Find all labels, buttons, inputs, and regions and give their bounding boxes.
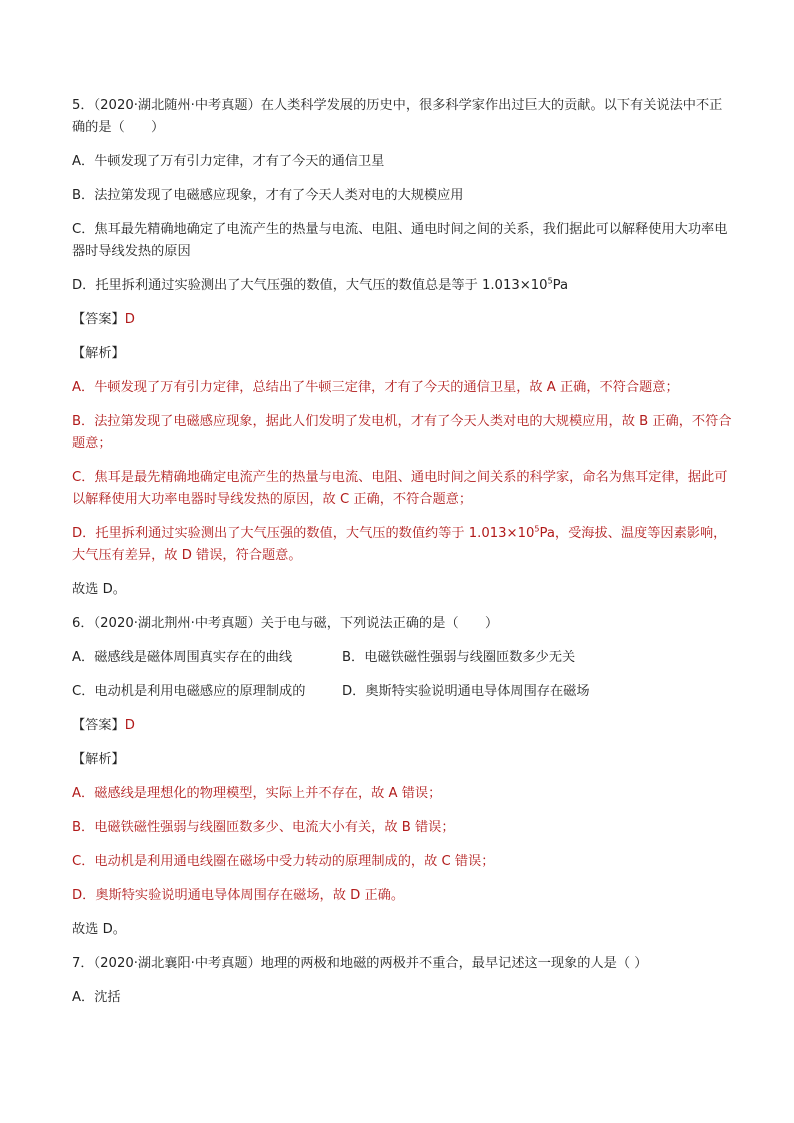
option-d-exponent: 5 <box>547 276 553 286</box>
question-5-option-c: C．焦耳最先精确地确定了电流产生的热量与电流、电阻、通电时间之间的关系，我们据此可以解释使用大功率电器时导线发热的原因 <box>72 222 728 259</box>
answer-value: D <box>124 312 135 327</box>
question-5-analysis-label: 【解析】 <box>72 346 125 361</box>
question-5-explanation-a: A．牛顿发现了万有引力定律，总结出了牛顿三定律，才有了今天的通信卫星，故 A 正确，不符合题意； <box>72 380 679 395</box>
question-5-option-d <box>72 275 732 297</box>
question-6-explanation-c: C．电动机是利用通电线圈在磁场中受力转动的原理制成的，故 C 错误； <box>72 854 495 869</box>
question-7-option-a: A．沈括 <box>72 990 121 1005</box>
question-6-option-b: B．电磁铁磁性强弱与线圈匝数多少无关 <box>342 650 576 665</box>
question-5-option-a: A．牛顿发现了万有引力定律，才有了今天的通信卫星 <box>72 154 385 169</box>
answer-label: 【答案】 <box>72 312 125 327</box>
question-6-option-d: D．奥斯特实验说明通电导体周围存在磁场 <box>342 684 590 699</box>
question-5-choose: 故选 D。 <box>72 582 126 597</box>
answer-value: D <box>124 718 135 733</box>
answer-label: 【答案】 <box>72 718 125 733</box>
question-6-explanation-b: B．电磁铁磁性强弱与线圈匝数多少、电流大小有关，故 B 错误； <box>72 820 455 835</box>
question-6-option-c: C．电动机是利用电磁感应的原理制成的 <box>72 684 306 699</box>
question-6-options-row-2 <box>72 681 732 703</box>
question-7-stem: 7．（2020·湖北襄阳·中考真题）地理的两极和地磁的两极并不重合，最早记述这一现象的人是（ ） <box>72 956 648 971</box>
question-5-option-b: B．法拉第发现了电磁感应现象，才有了今天人类对电的大规模应用 <box>72 188 464 203</box>
question-6-option-a: A．磁感线是磁体周围真实存在的曲线 <box>72 650 293 665</box>
question-5-explanation-d <box>72 523 732 567</box>
option-d-text: D．托里拆利通过实验测出了大气压强的数值，大气压的数值总是等于 1.013×10 <box>72 278 548 293</box>
explanation-d-exponent: 5 <box>534 524 540 534</box>
question-6-stem: 6．（2020·湖北荆州·中考真题）关于电与磁，下列说法正确的是（ ） <box>72 616 499 631</box>
question-5-answer <box>72 309 732 331</box>
question-5-explanation-c: C．焦耳是最先精确地确定电流产生的热量与电流、电阻、通电时间之间关系的科学家，命名为焦耳定律，据此可以解释使用大功率电器时导线发热的原因，故 C 正确，不符合题意； <box>72 470 728 507</box>
question-5-explanation-b: B．法拉第发现了电磁感应现象，据此人们发明了发电机，才有了今天人类对电的大规模应用，故 B 正确，不符合题意； <box>72 414 732 451</box>
question-6-answer <box>72 715 732 737</box>
explanation-d-text: D．托里拆利通过实验测出了大气压强的数值，大气压的数值约等于 1.013×10 <box>72 526 535 541</box>
question-5-stem: 5．（2020·湖北随州·中考真题）在人类科学发展的历史中，很多科学家作出过巨大的贡献。以下有关说法中不正确的是（ ） <box>72 98 723 135</box>
question-6-choose: 故选 D。 <box>72 922 126 937</box>
question-6-analysis-label: 【解析】 <box>72 752 125 767</box>
question-6-explanation-d: D．奥斯特实验说明通电导体周围存在磁场，故 D 正确。 <box>72 888 405 903</box>
option-d-unit: Pa <box>552 278 569 293</box>
question-6-explanation-a: A．磁感线是理想化的物理模型，实际上并不存在，故 A 错误； <box>72 786 442 801</box>
explanation-d-rest: Pa，受海拔、温度等因素影响，大气压有差异，故 D 错误，符合题意。 <box>72 526 727 563</box>
question-6-options-row-1 <box>72 647 732 669</box>
document-content <box>72 95 732 1021</box>
